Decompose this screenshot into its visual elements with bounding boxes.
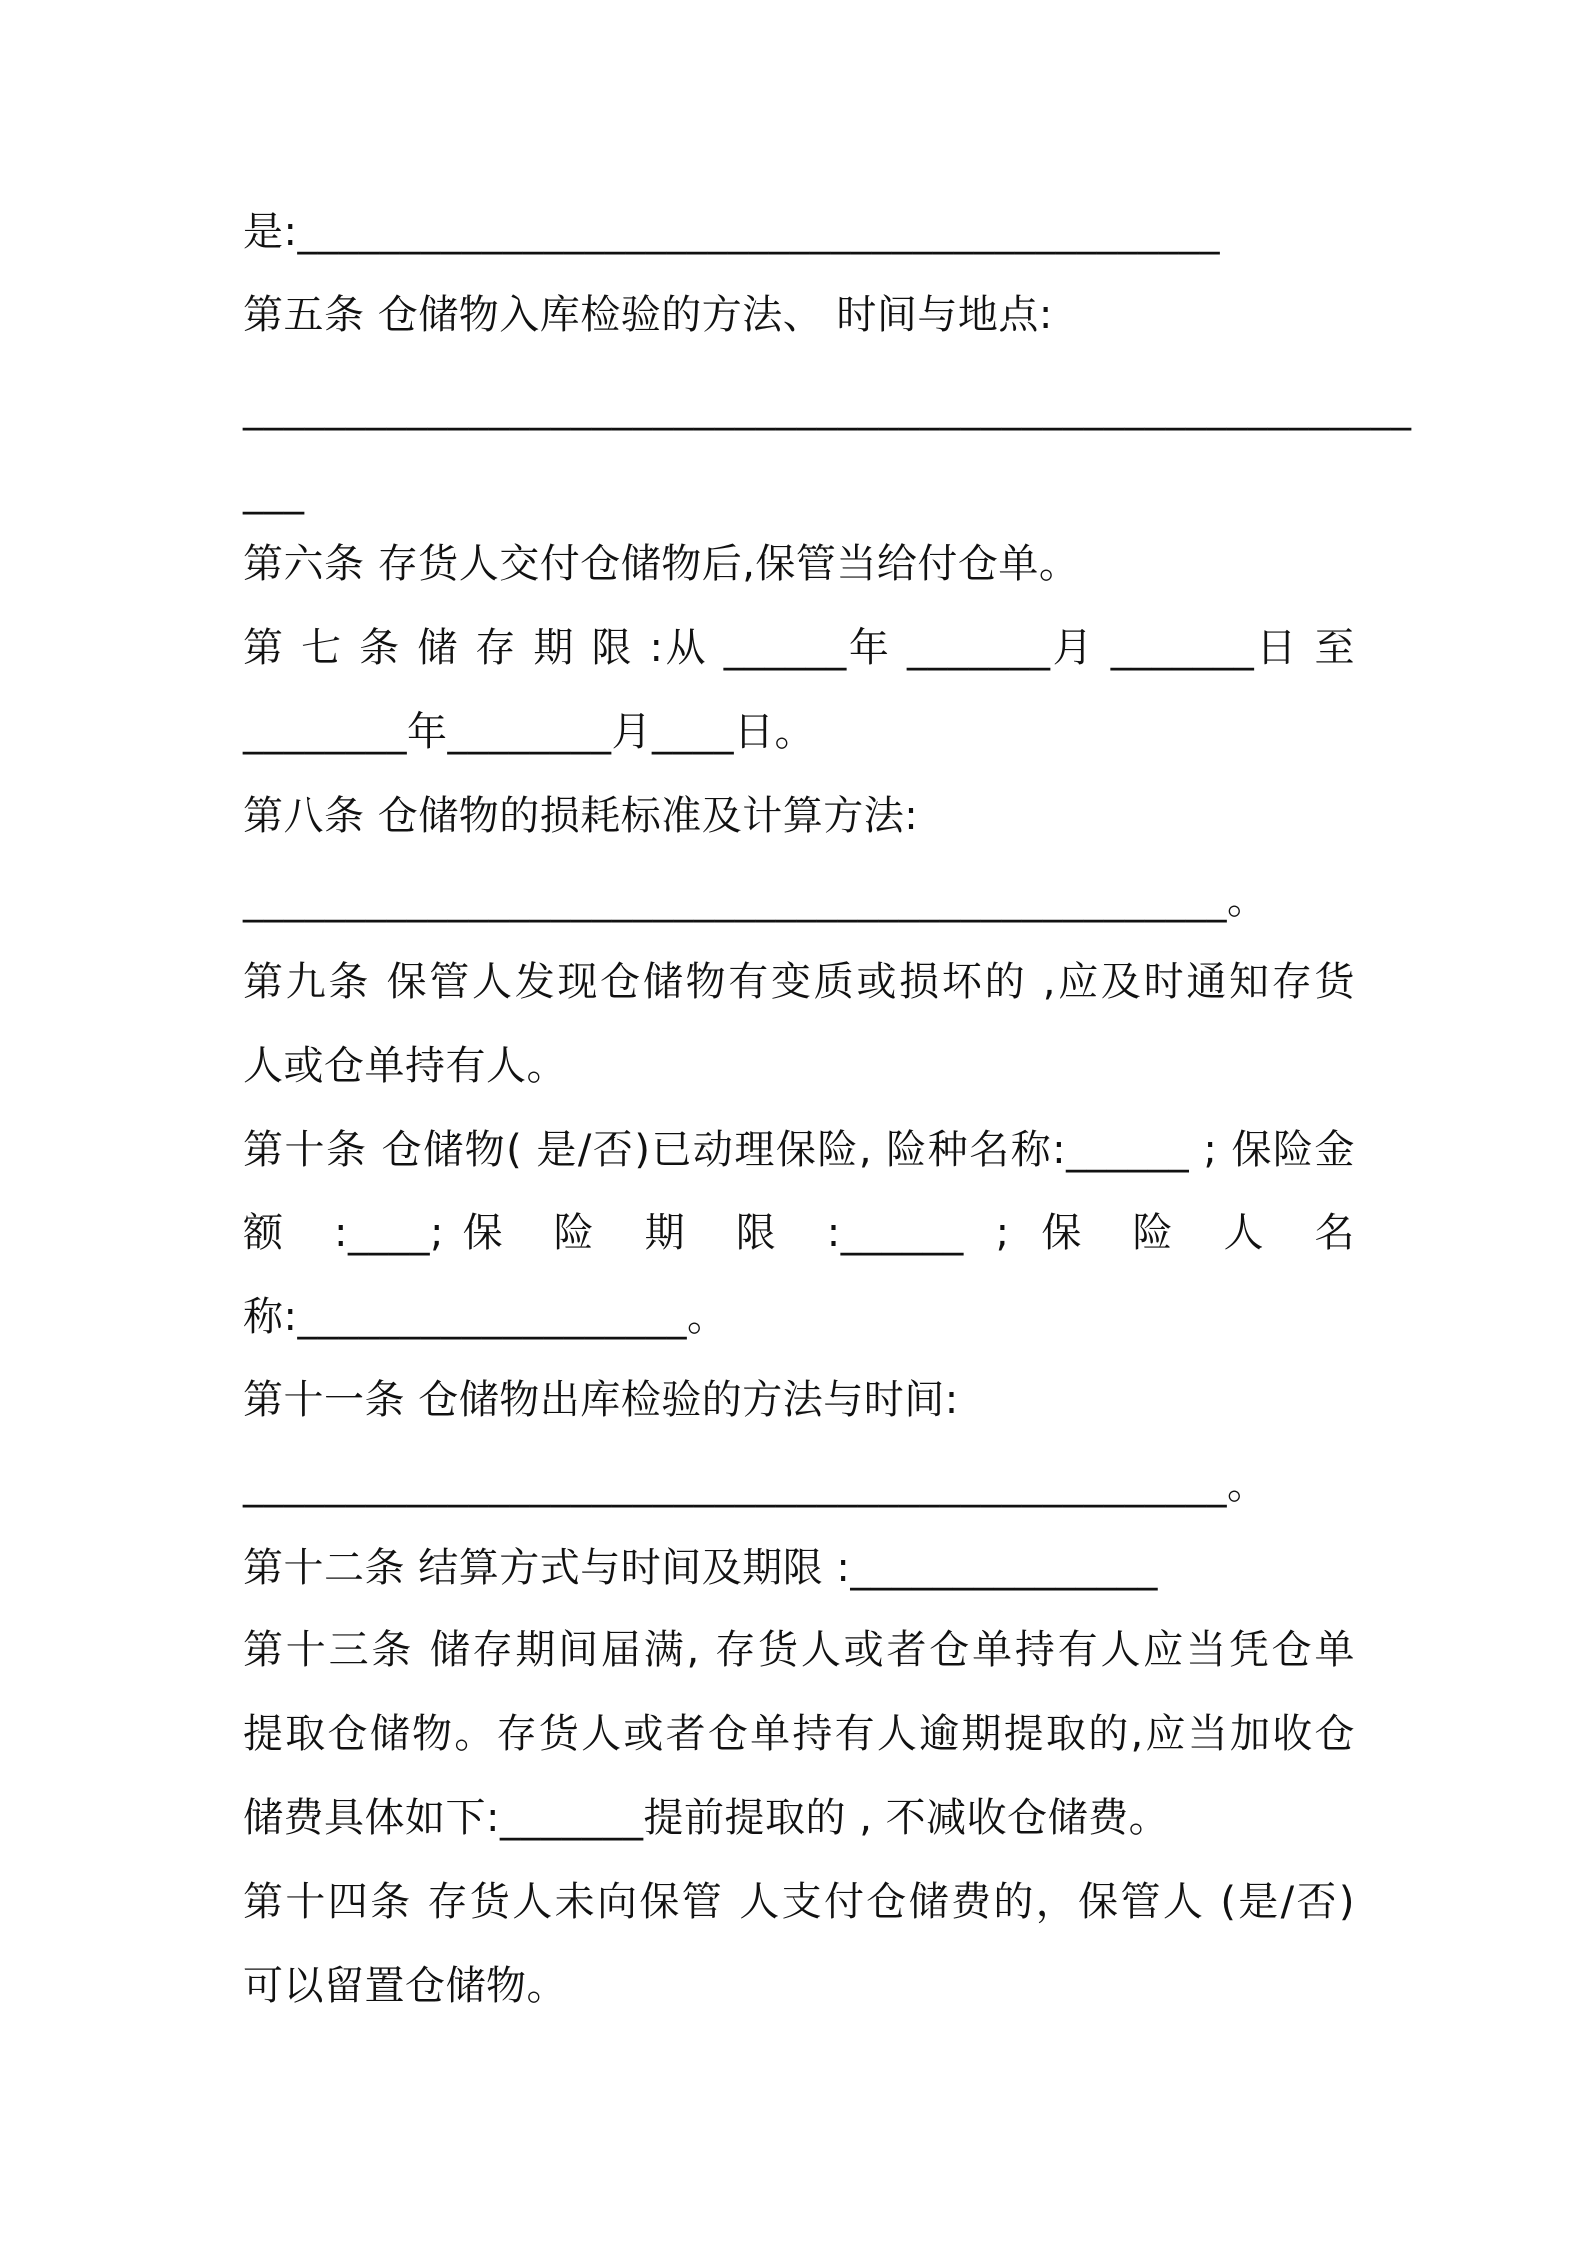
article-10-line-1: 第十条 仓储物( 是/否)已动理保险, 险种名称:______ ; 保险金 (243, 1127, 1355, 1173)
article-10-line-2: 额 :____;保 险 期 限 :______ ; 保 险 人 名 (243, 1210, 1355, 1256)
article-5-heading: 第五条 仓储物入库检验的方法、 时间与地点: (243, 292, 1053, 338)
article-13-line-3: 储费具体如下:_______提前提取的 , 不减收仓储费。 (243, 1795, 1170, 1841)
article-12: 第十二条 结算方式与时间及期限 :_______________ (243, 1545, 1158, 1591)
article-11-heading: 第十一条 仓储物出库检验的方法与时间: (243, 1377, 959, 1423)
article-10-line-3: 称:___________________。 (243, 1294, 728, 1340)
article-7-line-1: 第 七 条 储 存 期 限 :从 ______年 _______月 _______日 至 (243, 625, 1355, 671)
article-14-line-2: 可以留置仓储物。 (243, 1963, 567, 2009)
text-line: 是:_____________________________________________ (243, 209, 1220, 255)
blank-fill-line: ________________________________________________。 (243, 1462, 1268, 1508)
blank-fill-line: ___ (243, 469, 305, 515)
blank-fill-line: ________________________________________________。 (243, 877, 1268, 923)
blank-fill-line: _________________________________________________________ (243, 385, 1412, 431)
article-13-line-2: 提取仓储物。存货人或者仓单持有人逾期提取的,应当加收仓 (243, 1711, 1355, 1757)
article-8-heading: 第八条 仓储物的损耗标准及计算方法: (243, 793, 919, 839)
article-6: 第六条 存货人交付仓储物后,保管当给付仓单。 (243, 541, 1080, 587)
article-13-line-1: 第十三条 储存期间届满, 存货人或者仓单持有人应当凭仓单 (243, 1627, 1355, 1673)
article-14-line-1: 第十四条 存货人未向保管 人支付仓储费的，保管人 (是/否) (243, 1879, 1355, 1925)
article-9-line-2: 人或仓单持有人。 (243, 1043, 567, 1089)
article-7-line-2: ________年________月____日。 (243, 709, 815, 755)
article-9-line-1: 第九条 保管人发现仓储物有变质或损坏的 ,应及时通知存货 (243, 959, 1355, 1005)
